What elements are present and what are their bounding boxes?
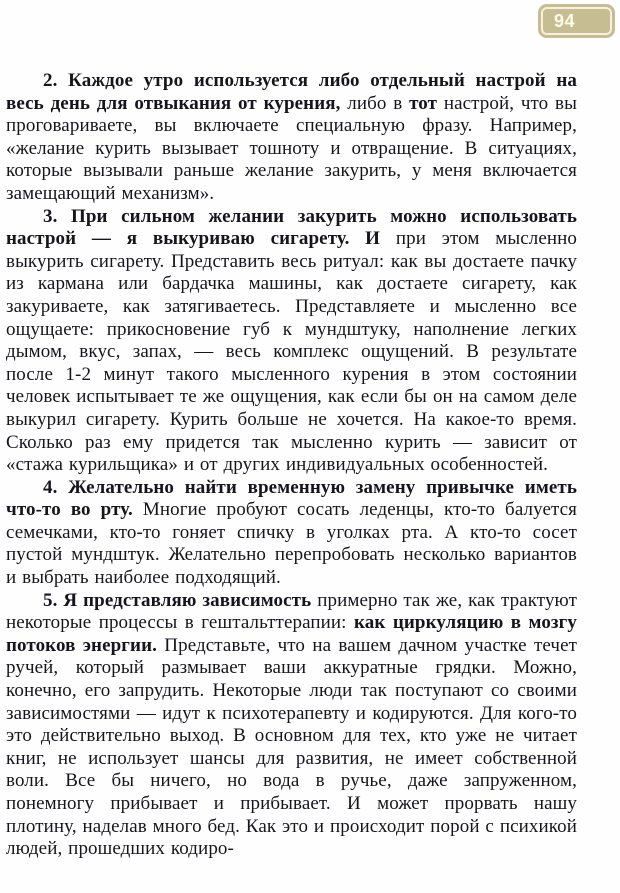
paragraph-bold-segment: 3. При сильном желании закурить можно использовать настрой — я выкуриваю сигарету. И [6, 205, 577, 250]
paragraph-text-segment: Представьте, что на вашем дачном участке течет ручей, который размывает ваши аккуратные грядки. Можно, конечно, его запрудить. Некоторые люди так поступают со своими зависимостями — идут к психотерапевту и кодируются. Для кого-то это действительно выход. В основном для тех, кто уже не читает книг, не использует шансы для развития, не имеет собственной воли. Все бы ничего, но вода в ручье, даже запруженном, понемногу прибывает и прибывает. И может прорвать нашу плотину, наделав много бед. Как это и происходит порой с психикой людей, прошедших кодиро- [6, 634, 577, 860]
page-text [6, 70, 577, 861]
paragraph-text-segment: при этом мысленно выкурить сигарету. Представить весь ритуал: как вы достаете пачку из кармана или бардачка машины, как достаете сигарету, как закуриваете, как затягиваетесь. Представляете и мысленно все ощущаете: прикосновение губ к мундштуку, наполнение легких дымом, вкус, запах, — весь комплекс ощущений. В результате после 1-2 минут такого мысленного курения в этом состоянии человек испытывает те же ощущения, как если бы он на самом деле выкурил сигарету. Курить больше не хочется. На какое-то время. Сколько раз ему придется так мысленно курить — зависит от «стажа курильщика» и от других индивидуальных особенностей. [6, 228, 578, 476]
paragraph-bold-segment: 2. Каждое утро используется либо отдельный настрой на весь день для отвыкания от курения, [6, 70, 577, 114]
paragraph [6, 590, 577, 861]
paragraph [6, 206, 577, 477]
paragraph-bold-segment: 4. Желательно найти временную замену привычке иметь что-то во рту. [6, 476, 577, 521]
paragraph-text-segment: Многие пробуют сосать леденцы, кто-то балуется семечками, кто-то гоняет спичку в уголках рта. А кто-то сосет пустой мундштук. Желательно перепробовать несколько вариантов и выбрать наиболее подходящий. [6, 499, 577, 589]
paragraph-bold-segment: 5. Я представляю зависимость [43, 589, 312, 611]
paragraph-text-segment: настрой, что вы проговариваете, вы включаете специальную фразу. Например, «желание курить вызывает тошноту и отвращение. В ситуациях, которые вызывали раньше желание закурить, у меня включается замещающий механизм». [6, 92, 577, 204]
paragraph [6, 477, 577, 590]
page-number-badge [538, 4, 615, 38]
paragraph-text-segment: примерно так же, как трактуют некоторые процессы в гештальттерапии: [6, 589, 577, 634]
paragraph-bold-segment: как циркуляцию в мозгу потоков энергии. [6, 612, 577, 656]
paragraph [6, 70, 577, 206]
paragraph-bold-segment: тот [409, 92, 438, 114]
page-number: 94 [553, 10, 576, 31]
paragraph-text-segment: либо в [340, 92, 410, 114]
